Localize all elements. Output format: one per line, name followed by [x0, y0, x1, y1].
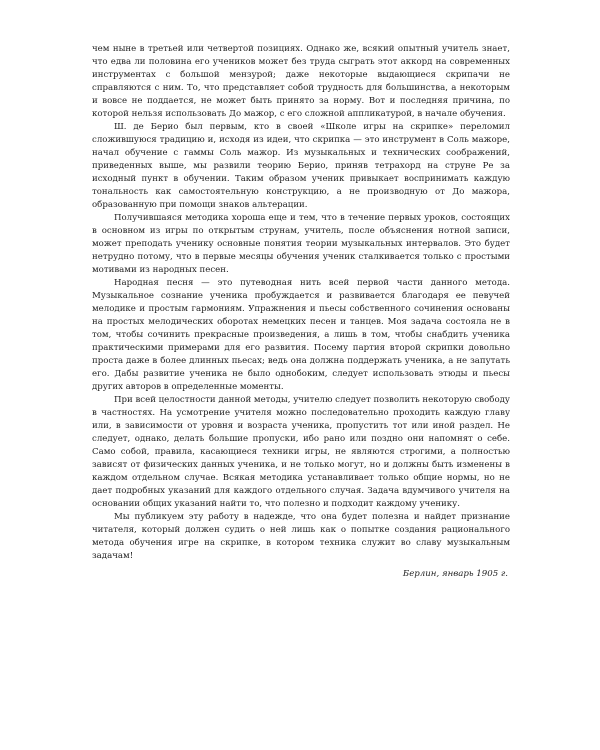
paragraph-continuation: чем ныне в третьей или четвертой позициях. Однако же, всякий опытный учитель знает, что едва ли половина его учеников может без труда сыграть этот аккорд на современных инструментах с большой мензурой; даже некоторые выдающиеся скрипачи не справляются с ним. То, что представляет собой трудность для большинства, а некоторым и вовсе не поддается, не может быть принято за норму. Вот и последняя причина, по которой нельзя использовать До мажор, с его сложной аппликатурой, в начале обучения.: [92, 44, 510, 119]
paragraph-teacher-freedom: При всей целостности данной методы, учителю следует позволить некоторую свободу в частностях. На усмотрение учителя можно последовательно проходить каждую главу или, в зависимости от уровня и возраста ученика, пропустить тот или иной раздел. Не следует, однако, делать большие пропуски, ибо рано или поздно они напомнят о себе. Само собой, правила, касающиеся техники игры, не являются строгими, а полностью зависят от физических данных ученика, и не только могут, но и должны быть изменены в каждом отдельном случае. Всякая методика устанавливает только общие нормы, но не дает подробных указаний для каждого отдельного случая. Задача вдумчивого учителя на основании общих указаний найти то, что полезно и подходит каждому ученику.: [92, 395, 510, 509]
signature-date: Берлин, январь 1905 г.: [402, 569, 508, 579]
paragraph-method: Получившаяся методика хороша еще и тем, что в течение первых уроков, состоящих в основном из игры по открытым струнам, учитель, после объяснения нотной записи, может преподать ученику основные понятия теории музыкальных интервалов. Это будет нетрудно потому, что в первые месяцы обучения ученик сталкивается только с простыми мотивами из народных песен.: [92, 213, 510, 275]
body-text: [92, 43, 510, 563]
paragraph-conclusion: Мы публикуем эту работу в надежде, что она будет полезна и найдет признание читателя, который должен судить о ней лишь как о попытке создания рационального метода обучения игре на скрипке, в котором техника служит во славу музыкальным задачам!: [92, 512, 510, 561]
paragraph-berio: Ш. де Берио был первым, кто в своей «Школе игры на скрипке» переломил сложившуюся традицию и, исходя из идеи, что скрипка — это инструмент в Соль мажоре, начал обучение с гаммы Соль мажор. Из музыкальных и технических соображений, приведенных выше, мы развили теорию Берио, приняв тетрахорд на струне Ре за исходный пункт в обучении. Таким образом ученик привыкает воспринимать каждую тональность как самостоятельную конструкцию, а не производную от До мажора, образованную при помощи знаков альтерации.: [92, 122, 510, 210]
paragraph-folk-song: Народная песня — это путеводная нить всей первой части данного метода. Музыкальное сознание ученика пробуждается и развивается благодаря ее певучей мелодике и простым гармониям. Упражнения и пьесы собственного сочинения основаны на простых мелодических оборотах немецких песен и танцев. Моя задача состояла не в том, чтобы сочинить прекрасные произведения, а лишь в том, чтобы снабдить ученика практическими примерами для его развития. Посему партия второй скрипки довольно проста даже в более длинных пьесах; ведь она должна поддержать ученика, а не запутать его. Дабы развитие ученика не было однобоким, следует использовать этюды и пьесы других авторов в определенные моменты.: [92, 278, 510, 392]
